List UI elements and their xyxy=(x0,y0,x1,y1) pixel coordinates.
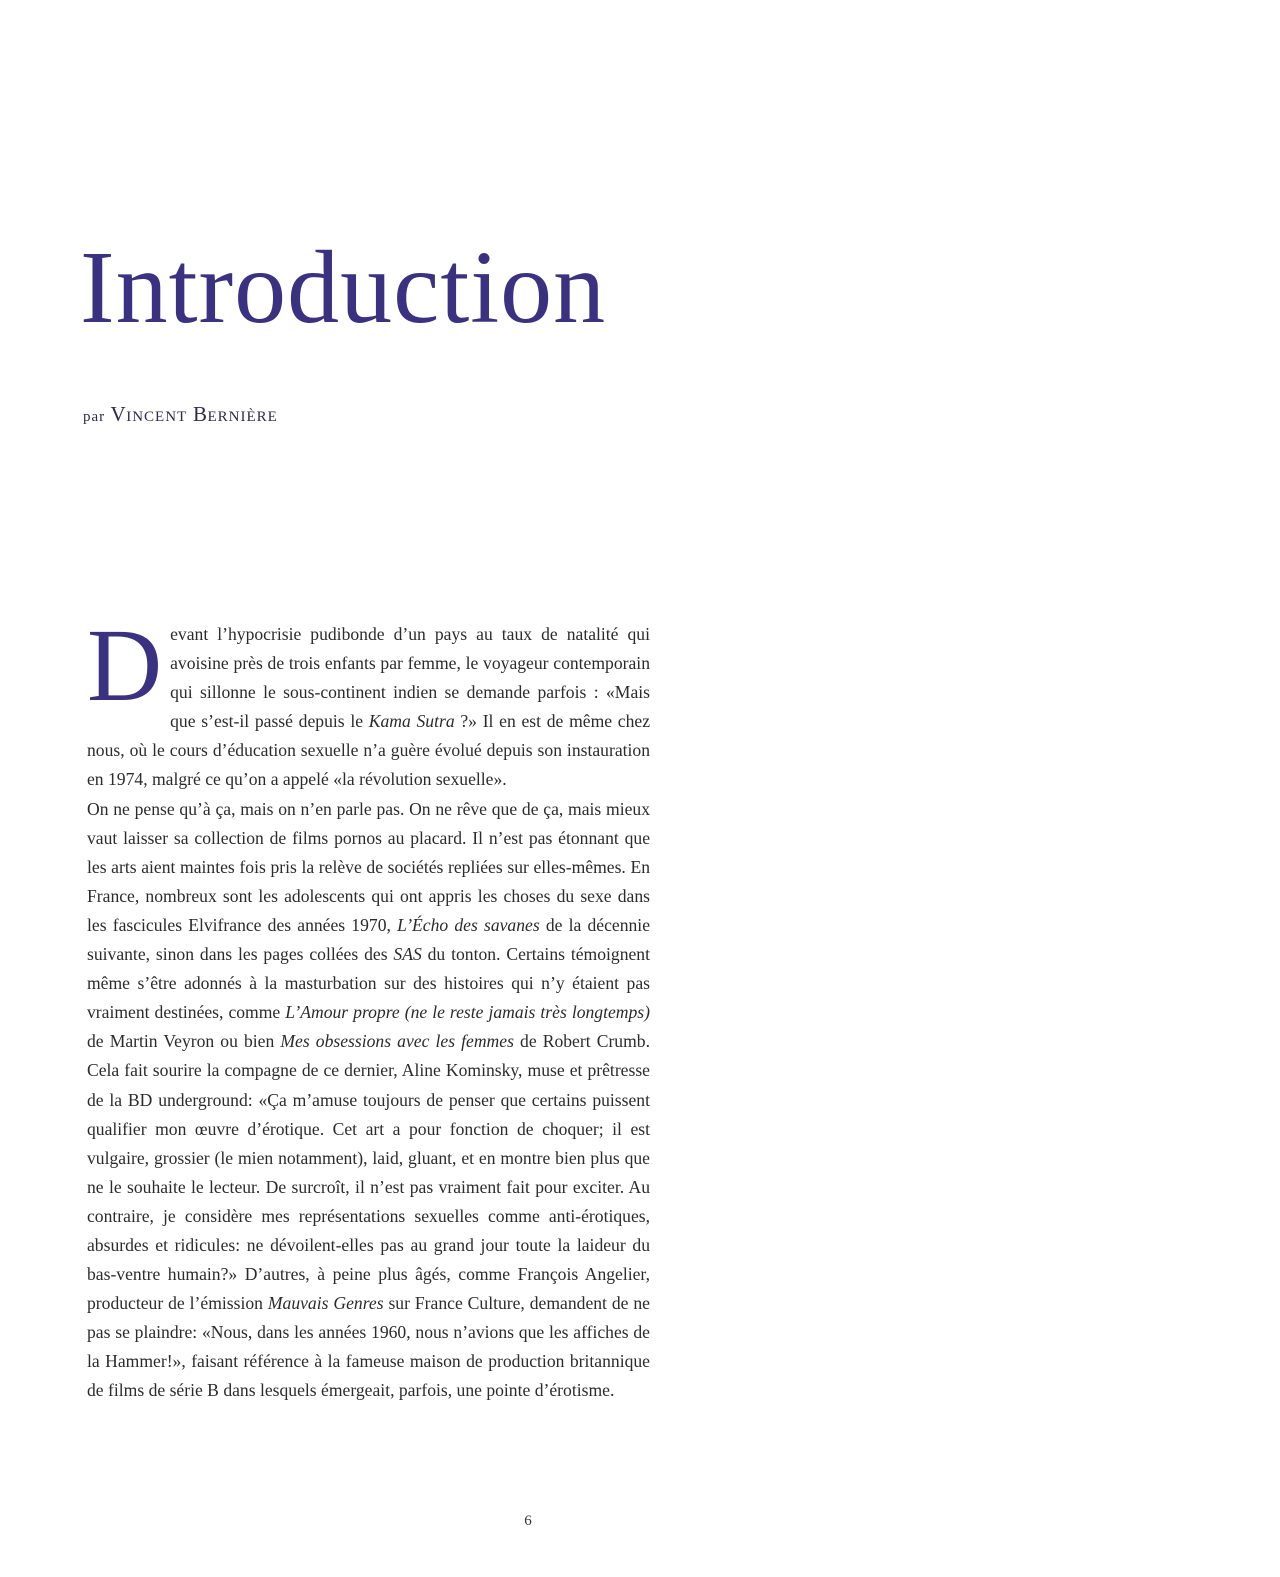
paragraph-2-text-c: du tonton. Certains témoignent même s’être adonnés à la masturbation sur des histoires qui n’y étaient pas vraiment destinées, comme xyxy=(87,944,650,1023)
paragraph-2-text-f: sur France Culture, demandent de ne pas se plaindre: «Nous, dans les années 1960, nous n’avions que les affiches de la Hammer!», faisant référence à la fameuse maison de production britannique de films de série B dans lesquels émergeait, parfois, une pointe d’érotisme. xyxy=(87,1293,650,1401)
author-byline xyxy=(83,400,278,431)
paragraph-1-text-a: evant l’hypocrisie pudibonde d’un pays au taux de natalité qui avoisine près de trois enfants par femme, le voyageur contemporain qui sillonne le sous-continent indien se demande parfois : «Mais que s’est-il passé depuis le xyxy=(170,624,650,732)
title-amour-propre: L’Amour propre (ne le reste jamais très longtemps) xyxy=(285,1002,651,1023)
paragraph-1 xyxy=(87,608,651,795)
paragraph-2-text-d: de Martin Veyron ou bien xyxy=(87,1031,281,1052)
drop-cap: D xyxy=(87,608,163,723)
title-mauvais-genres: Mauvais Genres xyxy=(267,1293,384,1314)
title-echo-des-savanes: L’Écho des savanes xyxy=(397,914,540,935)
byline-initial-last: B xyxy=(192,402,208,426)
byline-first-name: INCENT xyxy=(126,409,188,425)
introduction-body xyxy=(87,608,651,1406)
byline-initial-first: V xyxy=(110,402,127,426)
page-title: Introduction xyxy=(80,230,607,345)
title-sas: SAS xyxy=(393,944,422,965)
paragraph-1-text-b: ?» Il en est de même chez nous, où le cours d’éducation sexuelle n’a guère évolué depuis son instauration en 1974, malgré ce qu’on a appelé «la révolution sexuelle». xyxy=(87,711,651,790)
title-kama-sutra: Kama Sutra xyxy=(368,711,455,732)
byline-prefix: par xyxy=(83,409,106,425)
byline-last-name: ERNIÈRE xyxy=(207,409,278,425)
paragraph-2-text-e: de Robert Crumb. Cela fait sourire la compagne de ce dernier, Aline Kominsky, muse et prêtresse de la BD underground: «Ça m’amuse toujours de penser que certains puissent qualifier mon œuvre d’érotique. Cet art a pour fonction de choquer; il est vulgaire, grossier (le mien notamment), laid, gluant, et en montre bien plus que ne le souhaite le lecteur. De surcroît, il n’est pas vraiment fait pour exciter. Au contraire, je considère mes représentations sexuelles comme anti-érotiques, absurdes et ridicules: ne dévoilent-elles pas au grand jour toute la laideur du bas-ventre humain?» D’autres, à peine plus âgés, comme François Angelier, producteur de l’émission xyxy=(87,1031,650,1314)
paragraph-2-text-b: de la décennie suivante, sinon dans les pages collées des xyxy=(87,914,650,965)
paragraph-2-text-a: On ne pense qu’à ça, mais on n’en parle pas. On ne rêve que de ça, mais mieux vaut laisser sa collection de films pornos au placard. Il n’est pas étonnant que les arts aient maintes fois pris la relève de sociétés repliées sur elles-mêmes. En France, nombreux sont les adolescents qui ont appris les choses du sexe dans les fascicules Elvifrance des années 1970, xyxy=(87,798,650,935)
paragraph-2 xyxy=(87,795,650,1406)
page-number: 6 xyxy=(524,1513,532,1529)
title-mes-obsessions: Mes obsessions avec les femmes xyxy=(280,1031,514,1052)
